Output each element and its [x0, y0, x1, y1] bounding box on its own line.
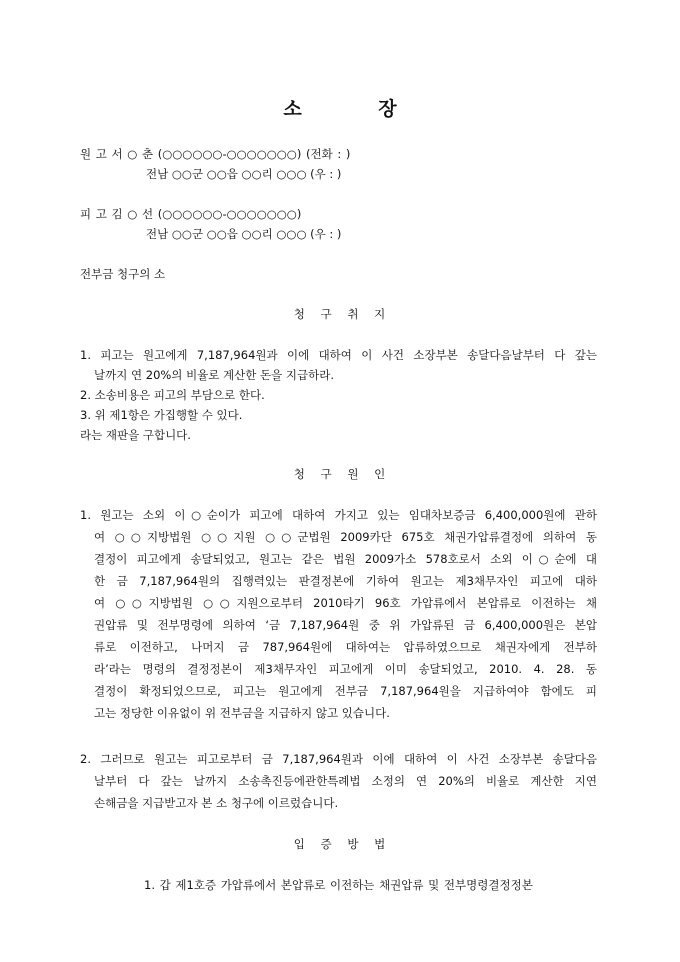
claim-cause-line: 한 금 7,187,964원의 집행력있는 판결정본에 기하여 원고는 제3채무자인 피고에 대하: [94, 574, 597, 588]
claim-cause-line: 손해금을 지급받고자 본 소 청구에 이르렀습니다.: [94, 796, 339, 810]
claim-purpose-line: 3. 위 제1항은 가집행할 수 있다.: [80, 408, 243, 422]
claim-purpose-heading: 청 구 취 지: [293, 307, 387, 321]
claim-cause-line: 날부터 다 갚는 날까지 소송촉진등에관한특례법 소정의 연 20%의 비율로 계산한 지연: [94, 774, 597, 788]
claim-cause-line: 고는 정당한 이유없이 위 전부금을 지급하지 않고 있습니다.: [94, 706, 390, 720]
claim-purpose-line: 2. 소송비용은 피고의 부담으로 한다.: [80, 388, 265, 402]
claim-cause-heading: 청 구 원 인: [293, 467, 387, 481]
claim-cause-line: 1. 원고는 소외 이○순이가 피고에 대하여 가지고 있는 임대차보증금 6,400,000원에 관하: [80, 508, 597, 522]
claim-cause-line: 결정이 확정되었으므로, 피고는 원고에게 전부금 7,187,964원을 지급하여야 함에도 피: [94, 684, 597, 698]
claim-cause-line: 결정이 피고에게 송달되었고, 원고는 같은 법원 2009가소 578호로서 소외 이○순에 대: [94, 552, 597, 566]
claim-cause-line: 여 ○○지방법원 ○○지원으로부터 2010타기 96호 가압류에서 본압류로 이전하는 채: [94, 596, 597, 610]
claim-cause-line: 여 ○○지방법원 ○○지원 ○○군법원 2009카단 675호 채권가압류결정에 의하여 동: [94, 530, 597, 544]
defendant-line: 피 고 김 ○ 선 (○○○○○○-○○○○○○○): [80, 207, 302, 221]
evidence-heading: 입 증 방 법: [293, 837, 387, 851]
plaintiff-address: 전남 ○○군 ○○읍 ○○리 ○○○ (우 : ): [146, 167, 342, 181]
claim-cause-line: 라’라는 명령의 결정정본이 제3채무자인 피고에게 이미 송달되었고, 2010. 4. 28. 동: [94, 662, 597, 676]
plaintiff-line: 원 고 서 ○ 춘 (○○○○○○-○○○○○○○) (전화 : ): [80, 147, 351, 161]
evidence-item: 1. 갑 제1호증 가압류에서 본압류로 이전하는 채권압류 및 전부명령결정정본: [144, 878, 533, 892]
claim-cause-line: 권압류 및 전부명령에 의하여 ‘금 7,187,964원 중 위 가압류된 금 6,400,000원은 본압: [94, 618, 597, 632]
claim-purpose-line: 1. 피고는 원고에게 7,187,964원과 이에 대하여 이 사건 소장부본 송달다음날부터 다 갚는: [80, 348, 597, 362]
claim-purpose-line: 라는 재판을 구합니다.: [80, 428, 191, 442]
claim-cause-line: 류로 이전하고, 나머지 금 787,964원에 대하여는 압류하였으므로 채권자에게 전부하: [94, 640, 597, 654]
case-name: 전부금 청구의 소: [80, 267, 166, 281]
document-title: 소 장: [283, 98, 397, 120]
claim-purpose-line: 날까지 연 20%의 비율로 계산한 돈을 지급하라.: [94, 368, 335, 382]
defendant-address: 전남 ○○군 ○○읍 ○○리 ○○○ (우 : ): [146, 227, 342, 241]
claim-cause-line: 2. 그러므로 원고는 피고로부터 금 7,187,964원과 이에 대하여 이 사건 소장부본 송달다음: [80, 752, 597, 766]
